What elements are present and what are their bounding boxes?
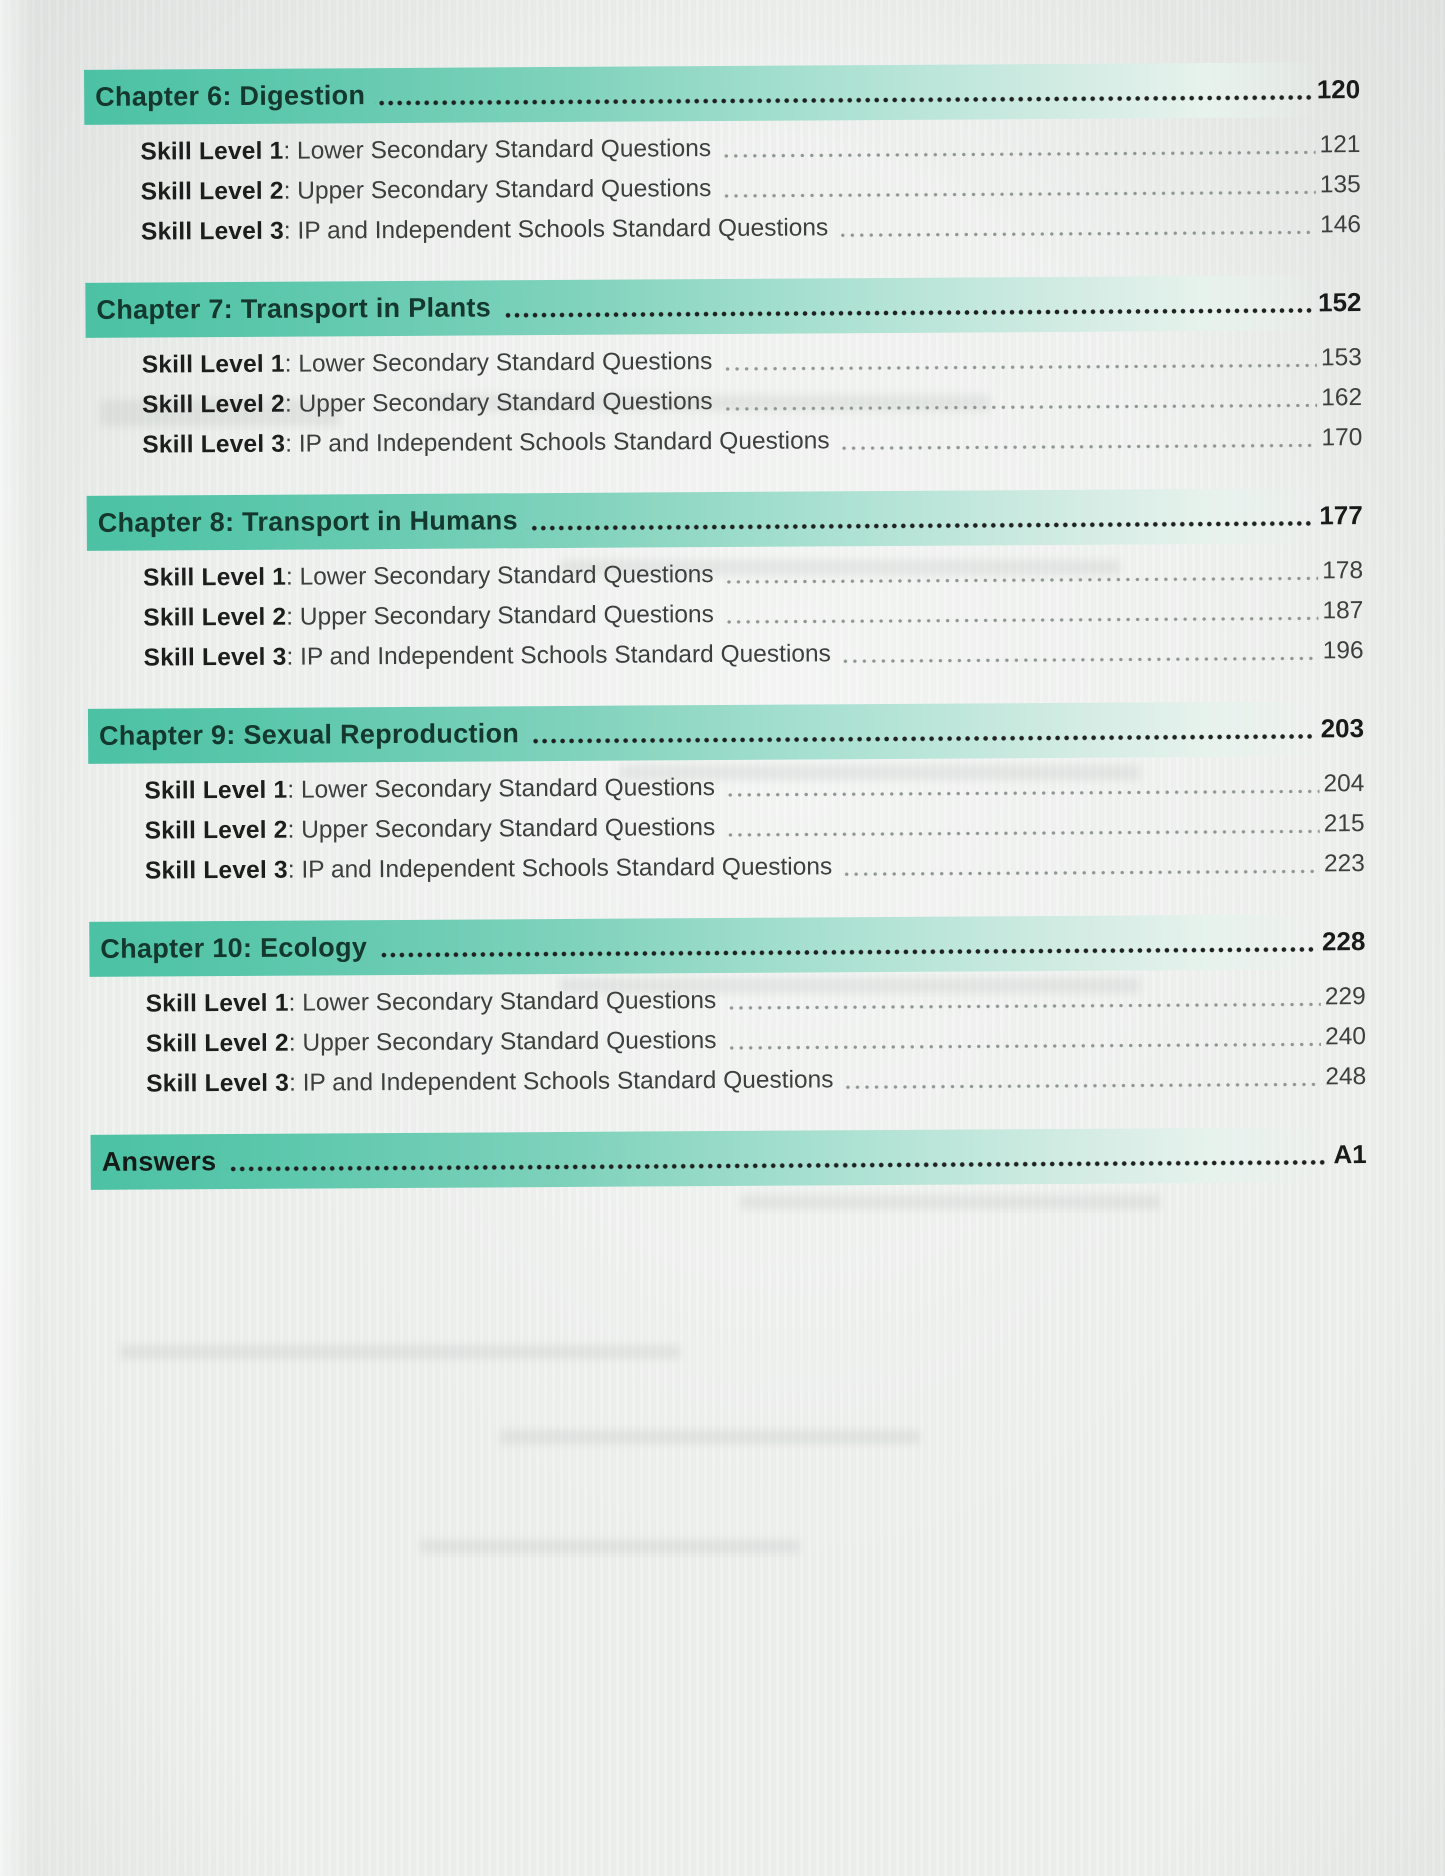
chapter-title: Chapter 9: Sexual Reproduction	[98, 718, 520, 751]
skill-level-name: Skill Level 1	[140, 137, 284, 166]
dotted-leader	[501, 306, 1313, 319]
skill-level-name: Skill Level 3	[144, 856, 288, 885]
skill-level-label	[146, 987, 717, 1018]
toc-chapter-7-section	[85, 275, 1362, 466]
skill-level-desc: : Upper Secondary Standard Questions	[283, 175, 712, 205]
skill-page-number: 223	[1323, 850, 1365, 878]
toc-answers-section	[91, 1127, 1367, 1190]
skill-level-label	[146, 1066, 833, 1098]
skill-level-label	[142, 388, 713, 419]
skill-level-name: Skill Level 1	[144, 776, 288, 805]
dotted-leader	[724, 1000, 1321, 1012]
skill-level-name: Skill Level 1	[141, 350, 285, 379]
dotted-leader	[375, 93, 1312, 107]
skill-level-row	[90, 1057, 1366, 1105]
skill-page-number: 170	[1321, 424, 1363, 452]
table-of-contents	[84, 62, 1367, 1220]
skill-level-label	[141, 175, 712, 206]
skill-level-desc: : Lower Secondary Standard Questions	[283, 135, 712, 165]
chapter-6-heading-row	[84, 62, 1360, 125]
dotted-leader	[841, 1080, 1321, 1091]
skill-level-list	[87, 549, 1364, 679]
skill-page-number: 135	[1319, 171, 1361, 199]
dotted-leader	[838, 441, 1318, 452]
skill-page-number: 215	[1323, 810, 1365, 838]
skill-page-number: 204	[1323, 770, 1365, 798]
skill-level-desc: : Lower Secondary Standard Questions	[284, 348, 713, 378]
skill-level-name: Skill Level 3	[140, 217, 284, 246]
toc-chapter-6-section	[84, 62, 1361, 253]
skill-level-row	[87, 631, 1363, 679]
dotted-leader	[725, 1040, 1322, 1052]
skill-level-name: Skill Level 1	[145, 989, 289, 1018]
skill-level-list	[90, 975, 1367, 1105]
dotted-leader	[722, 614, 1319, 626]
skill-page-number: 162	[1321, 384, 1363, 412]
skill-level-desc: : Lower Secondary Standard Questions	[285, 561, 714, 591]
skill-level-desc: : IP and Independent Schools Standard Questions	[287, 853, 833, 884]
skill-level-desc: : IP and Independent Schools Standard Questions	[283, 214, 829, 245]
skill-page-number: 248	[1325, 1063, 1367, 1091]
skill-level-list	[84, 123, 1361, 253]
dotted-leader	[721, 401, 1318, 413]
skill-page-number: 240	[1324, 1023, 1367, 1051]
dotted-leader	[529, 732, 1316, 745]
skill-level-label	[143, 561, 714, 592]
skill-level-row	[86, 418, 1362, 466]
skill-page-number: 121	[1319, 131, 1361, 159]
chapter-page-number: 177	[1319, 500, 1363, 531]
skill-level-desc: : IP and Independent Schools Standard Questions	[286, 640, 831, 671]
dotted-leader	[722, 574, 1319, 586]
chapter-title: Chapter 7: Transport in Plants	[96, 292, 492, 325]
dotted-leader	[840, 867, 1320, 878]
answers-title: Answers	[101, 1146, 217, 1177]
skill-level-row	[85, 205, 1361, 253]
skill-level-label	[146, 1027, 717, 1058]
skill-page-number: 178	[1322, 557, 1364, 585]
chapter-8-heading-row	[87, 488, 1363, 551]
skill-level-label	[144, 640, 831, 672]
skill-level-desc: : Upper Secondary Standard Questions	[288, 1027, 717, 1057]
chapter-title: Chapter 10: Ecology	[100, 932, 368, 964]
toc-chapter-9-section	[88, 701, 1365, 892]
skill-level-row	[89, 844, 1365, 892]
skill-level-desc: : IP and Independent Schools Standard Questions	[289, 1066, 834, 1097]
toc-chapter-10-section	[89, 914, 1366, 1105]
skill-page-number: 153	[1320, 344, 1362, 372]
toc-chapter-8-section	[87, 488, 1364, 679]
skill-level-label	[142, 427, 829, 459]
skill-level-list	[88, 762, 1365, 892]
dotted-leader	[836, 228, 1316, 239]
dotted-leader	[226, 1158, 1328, 1173]
dotted-leader	[723, 787, 1320, 799]
chapter-10-heading-row	[89, 914, 1365, 977]
skill-page-number: 187	[1322, 597, 1364, 625]
dotted-leader	[719, 188, 1316, 200]
skill-level-label	[143, 601, 714, 632]
skill-level-name: Skill Level 2	[140, 177, 284, 206]
skill-page-number: 229	[1324, 983, 1366, 1011]
skill-level-desc: : Upper Secondary Standard Questions	[286, 601, 714, 631]
skill-level-name: Skill Level 2	[143, 603, 287, 632]
dotted-leader	[377, 945, 1317, 959]
dotted-leader	[528, 519, 1315, 532]
skill-level-name: Skill Level 2	[144, 816, 288, 845]
skill-level-name: Skill Level 3	[146, 1069, 290, 1098]
dotted-leader	[720, 361, 1317, 373]
skill-level-label	[142, 348, 713, 379]
chapter-9-heading-row	[88, 701, 1364, 764]
skill-level-name: Skill Level 2	[141, 390, 286, 419]
skill-page-number: 196	[1322, 637, 1364, 665]
chapter-title: Chapter 6: Digestion	[95, 80, 366, 112]
skill-level-desc: : Lower Secondary Standard Questions	[288, 987, 717, 1017]
dotted-leader	[723, 827, 1320, 839]
chapter-7-heading-row	[85, 275, 1361, 338]
answers-page-number: A1	[1333, 1139, 1367, 1170]
skill-page-number: 146	[1320, 211, 1362, 239]
skill-level-desc: : Upper Secondary Standard Questions	[284, 388, 713, 418]
skill-level-name: Skill Level 2	[145, 1029, 289, 1058]
skill-level-label	[145, 814, 716, 845]
chapter-page-number: 228	[1321, 926, 1366, 957]
skill-level-name: Skill Level 1	[143, 563, 287, 592]
skill-level-desc: : Upper Secondary Standard Questions	[287, 814, 716, 844]
skill-level-name: Skill Level 3	[143, 643, 287, 672]
skill-level-list	[86, 336, 1363, 466]
skill-level-desc: : Lower Secondary Standard Questions	[287, 774, 716, 804]
chapter-title: Chapter 8: Transport in Humans	[97, 505, 518, 538]
skill-level-name: Skill Level 3	[142, 430, 286, 459]
skill-level-desc: : IP and Independent Schools Standard Questions	[285, 427, 830, 458]
chapter-page-number: 120	[1316, 74, 1361, 105]
chapter-page-number: 152	[1317, 287, 1362, 318]
skill-level-label	[141, 214, 828, 246]
answers-heading-row	[91, 1127, 1367, 1190]
dotted-leader	[839, 654, 1319, 665]
skill-level-label	[145, 853, 832, 885]
skill-level-label	[144, 774, 715, 805]
chapter-page-number: 203	[1320, 713, 1365, 744]
skill-level-label	[140, 135, 711, 166]
dotted-leader	[719, 148, 1316, 160]
